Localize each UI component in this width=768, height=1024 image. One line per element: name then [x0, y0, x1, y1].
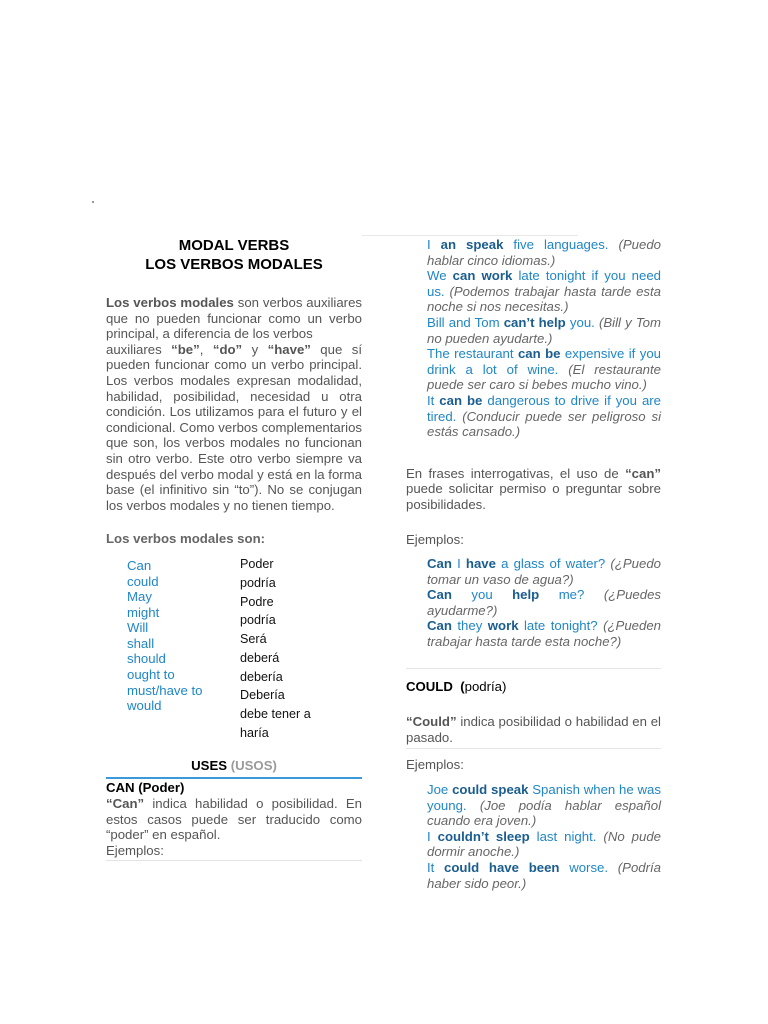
- could-title: COULD: [406, 678, 453, 694]
- right-column: [406, 237, 661, 891]
- ex-verb: help: [512, 587, 540, 603]
- ex-modal: Can: [427, 587, 452, 603]
- page-title: [106, 236, 362, 274]
- verb-es: Poder: [240, 556, 274, 571]
- example-item: [427, 237, 661, 268]
- ex-text: Bill and Tom: [427, 314, 504, 330]
- intro-paragraph: [106, 295, 362, 513]
- divider: [406, 668, 661, 669]
- question-examples: [427, 556, 661, 650]
- sep: ,: [199, 341, 213, 357]
- ex-verb: work: [487, 618, 519, 634]
- ex-translation: (¿Puedes ayudarme?): [427, 587, 662, 618]
- ex-translation: (Podría haber sido peor.): [427, 860, 661, 891]
- ex-modal: can work: [452, 268, 513, 284]
- example-item: [427, 393, 661, 440]
- ex-text: Spanish when he was young.: [427, 782, 661, 813]
- can-description: [106, 796, 362, 843]
- ex-modal: Can: [427, 556, 452, 572]
- verbs-english: [106, 555, 240, 743]
- ex-modal: Can: [427, 618, 452, 634]
- example-item: [427, 346, 661, 393]
- uses-label: USES: [191, 757, 228, 773]
- ex-text: dangerous to drive if you are tired.: [427, 392, 662, 424]
- example-item: [427, 587, 661, 618]
- do-term: “do”: [212, 341, 243, 357]
- examples-label: Ejemplos:: [406, 531, 464, 547]
- ex-translation: (Podemos trabajar hasta tarde esta noche si nos necesitas.): [427, 283, 661, 315]
- divider: [362, 235, 578, 236]
- ex-text: I: [427, 828, 438, 844]
- ex-modal: an speak: [440, 237, 504, 252]
- interrog-text: puede solicitar permiso o preguntar sobre posibilidades.: [406, 481, 661, 512]
- ex-text: Joe: [427, 782, 453, 798]
- uses-label-es: (USOS): [230, 757, 277, 773]
- stray-dot: [92, 201, 94, 203]
- can-examples: [427, 237, 661, 440]
- ex-text: late tonight?: [518, 618, 604, 634]
- verb-en: Will: [127, 620, 149, 636]
- ex-text: they: [451, 618, 488, 634]
- example-item: [427, 829, 661, 860]
- could-description: [406, 714, 661, 745]
- example-item: [427, 860, 661, 891]
- title-es: LOS VERBOS MODALES: [145, 256, 323, 273]
- ex-text: me?: [539, 587, 604, 603]
- ex-translation: (¿Pueden trabajar hasta tarde esta noche?): [427, 618, 661, 650]
- ex-translation: (Puedo hablar cinco idiomas.): [427, 237, 661, 268]
- verb-es: Podre: [240, 594, 274, 609]
- ex-modal: could speak: [452, 782, 529, 798]
- verbs-table: [106, 555, 362, 743]
- ex-translation: (¿Puedo tomar un vaso de agua?): [427, 556, 661, 587]
- ex-text: last night.: [529, 828, 604, 844]
- verb-es: deberá: [240, 650, 280, 665]
- ex-text: worse.: [559, 860, 618, 875]
- verb-es: Debería: [240, 688, 285, 703]
- verb-en: ought to: [127, 667, 175, 683]
- be-term: “be”: [171, 341, 200, 357]
- intro-text-3: que sí pueden funcionar como un verbo principal. Los verbos modales expresan modalidad, habilidad, posibilidad, necesidad u otra condición. Los utilizamos para el futuro y el condicional. Como verbos complementarios que son, los verbos modales no funcionan sin otro verbo. Este otro verbo siempre va después del verbo modal y está en la forma base (el infinitivo sin “to”). No se conjugan los verbos modales y no tienen tiempo.: [106, 341, 363, 513]
- ex-modal: could have been: [444, 860, 560, 875]
- sep: y: [242, 341, 268, 357]
- ex-text: I: [451, 556, 466, 572]
- ex-modal: can be: [439, 392, 483, 408]
- could-examples: [427, 782, 661, 891]
- example-item: [427, 268, 661, 315]
- interrog-text: En frases interrogativas, el uso de: [406, 465, 626, 481]
- have-term: “have”: [267, 341, 311, 357]
- example-item: [427, 618, 661, 649]
- can-term: “Can”: [106, 796, 145, 812]
- verb-en: would: [127, 698, 162, 714]
- ex-text: The restaurant: [427, 346, 518, 362]
- could-desc-text: indica posibilidad o habilidad en el pasado.: [406, 714, 661, 745]
- example-item: [427, 556, 661, 587]
- ex-text: five languages.: [503, 237, 619, 252]
- ex-modal: can’t help: [503, 314, 566, 330]
- ex-translation: (El restaurante puede ser caro si bebes mucho vino.): [427, 361, 661, 393]
- ex-translation: (No pude dormir anoche.): [427, 828, 661, 860]
- title-en: MODAL VERBS: [178, 237, 290, 254]
- intro-text-2: auxiliares: [106, 341, 172, 357]
- verbs-heading: Los verbos modales son:: [106, 531, 266, 547]
- ex-modal: can be: [517, 346, 561, 362]
- verb-es: debería: [240, 669, 283, 684]
- example-item: [427, 782, 661, 829]
- intro-lead: Los verbos modales: [106, 295, 234, 310]
- verb-es: podría: [240, 575, 276, 590]
- could-term: “Could”: [406, 714, 457, 730]
- examples-label: Ejemplos:: [406, 757, 464, 773]
- examples-label: Ejemplos:: [106, 843, 362, 862]
- interrogative-paragraph: [406, 466, 661, 513]
- divider: [406, 748, 661, 749]
- left-column: [106, 236, 362, 861]
- example-item: [427, 315, 661, 346]
- verb-es: haría: [240, 726, 269, 741]
- verb-en: May: [127, 589, 152, 605]
- ex-translation: (Bill y Tom no pueden ayudarte.): [427, 314, 661, 346]
- verb-es: Será: [240, 632, 267, 647]
- could-paren: (: [460, 678, 465, 694]
- ex-text: We: [427, 268, 453, 284]
- ex-translation: (Conducir puede ser peligroso si estás cansado.): [427, 408, 661, 440]
- intro-text-1: son verbos auxiliares que no pueden funcionar como un verbo principal, a diferencia de los verbos: [106, 295, 363, 342]
- ex-text: you: [451, 587, 513, 603]
- could-title-es: podría): [464, 678, 507, 694]
- ex-verb: have: [465, 556, 496, 572]
- ex-text: It: [427, 860, 445, 875]
- ex-text: late tonight if you need us.: [427, 268, 661, 299]
- can-desc-text: indica habilidad o posibilidad. En estos casos puede ser traducido como “poder” en español.: [106, 796, 362, 843]
- ex-text: It: [427, 392, 440, 408]
- verb-en: might: [127, 604, 160, 620]
- verbs-spanish: [240, 555, 311, 743]
- could-heading: [406, 679, 661, 695]
- verb-en: must/have to: [127, 682, 203, 698]
- verb-es: debe tener a: [240, 707, 311, 722]
- ex-modal: couldn’t sleep: [437, 828, 530, 844]
- can-heading: CAN (Poder): [106, 777, 362, 796]
- verb-es: podría: [240, 613, 276, 628]
- ex-translation: (Joe podía hablar español cuando era joven.): [427, 797, 662, 829]
- verb-en: could: [127, 573, 159, 589]
- verb-en: should: [127, 651, 166, 667]
- uses-heading: [106, 758, 362, 774]
- ex-text: you.: [565, 314, 599, 330]
- ex-text: a glass of water?: [495, 556, 611, 572]
- verb-en: Can: [127, 557, 152, 573]
- ex-text: expensive if you drink a lot of wine.: [427, 346, 662, 377]
- verb-en: shall: [127, 635, 155, 651]
- ex-text: I: [427, 237, 441, 252]
- can-term: “can”: [625, 465, 661, 481]
